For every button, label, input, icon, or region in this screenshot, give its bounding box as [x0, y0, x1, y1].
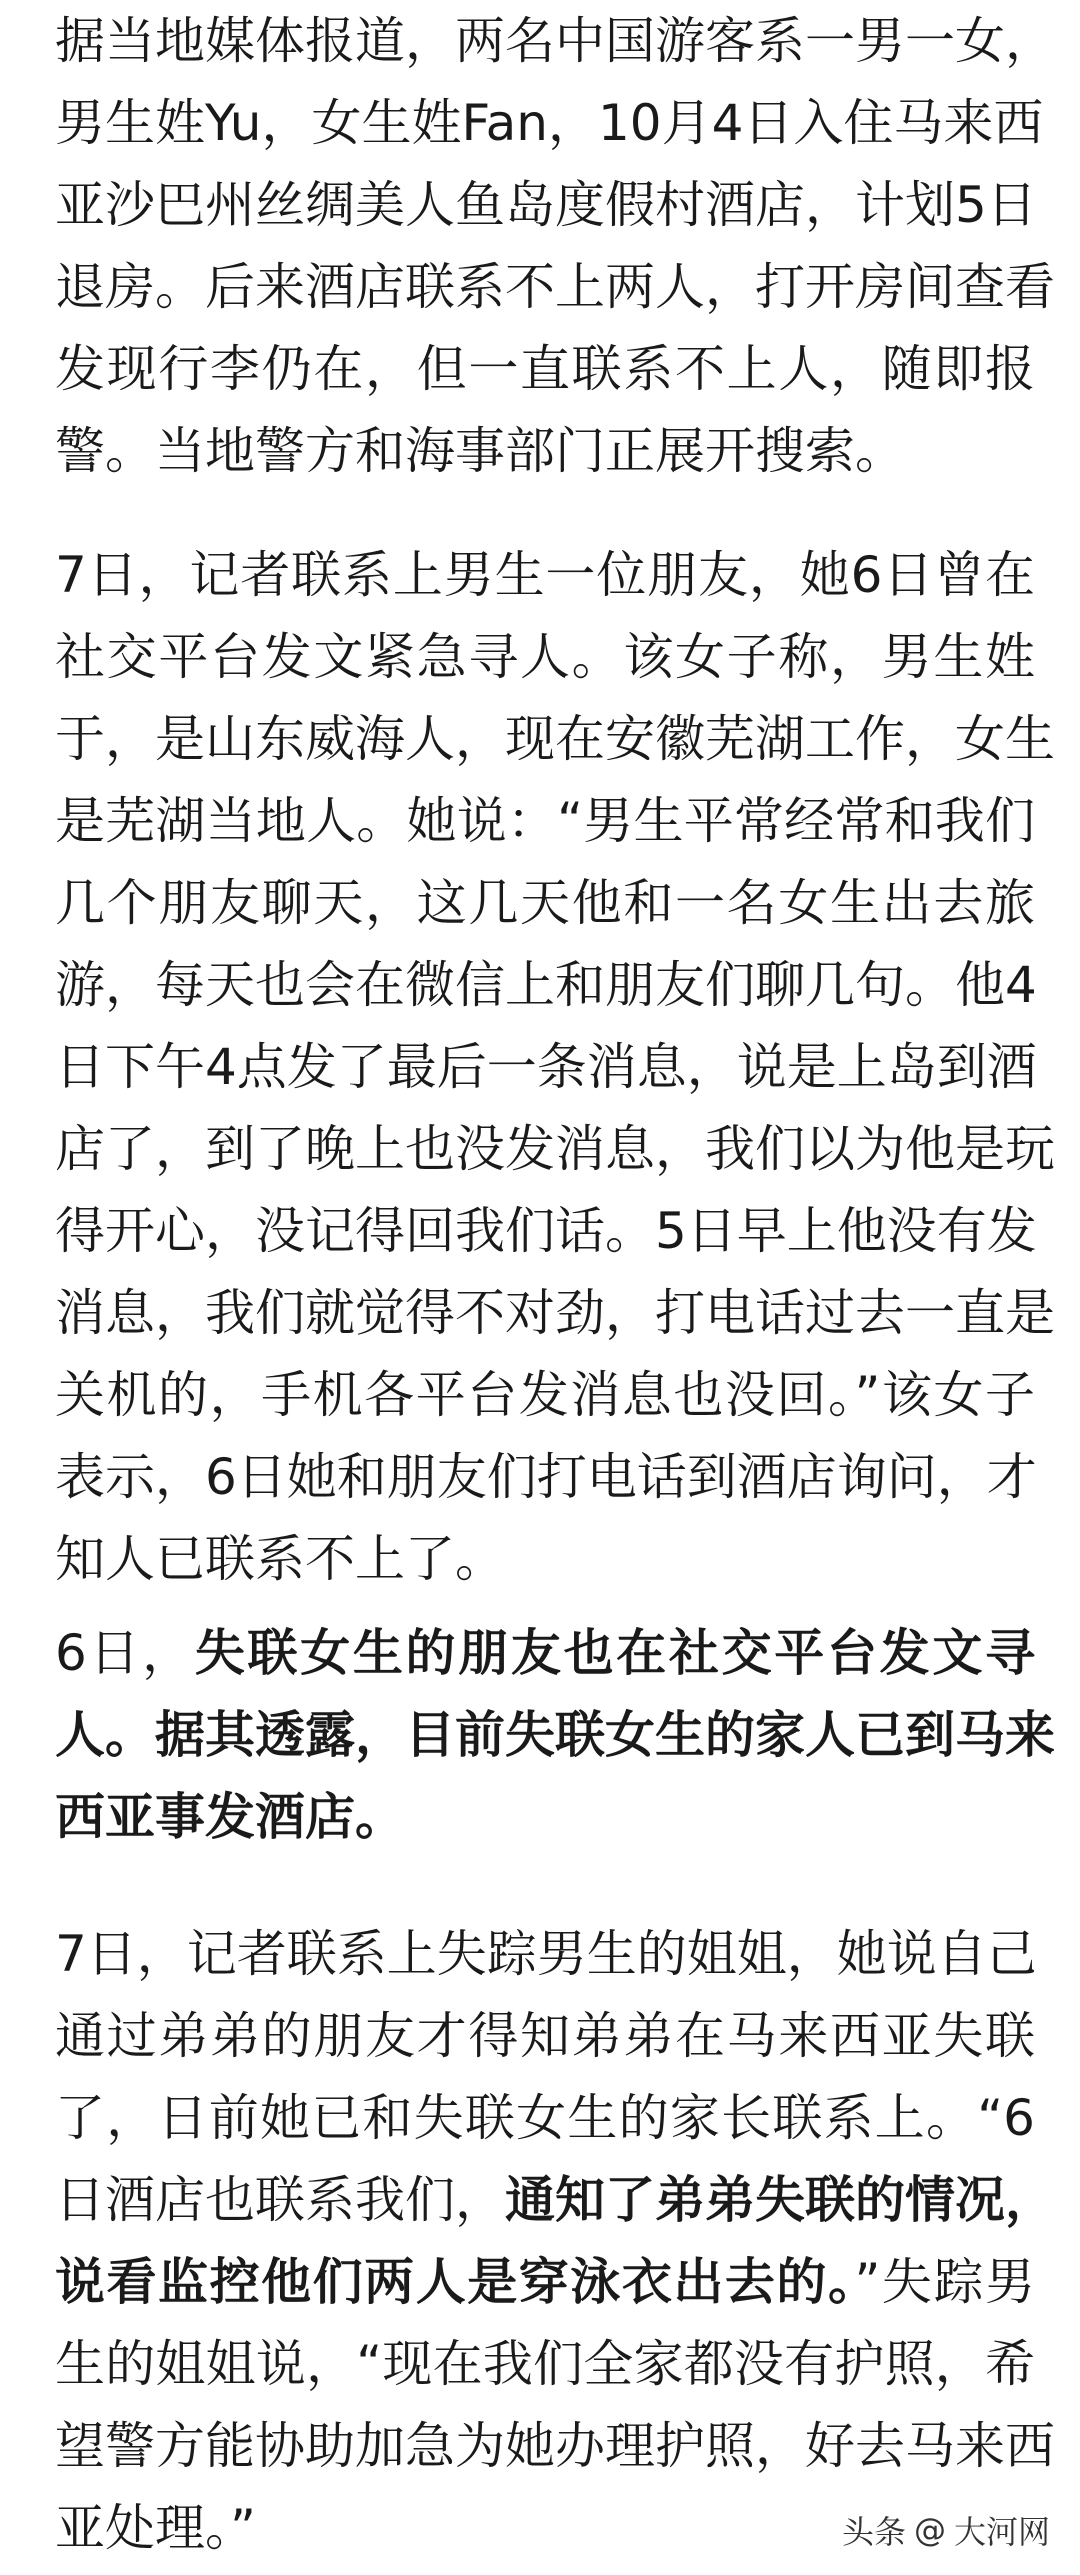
text-line: [55, 616, 1035, 698]
text-run: 退房。后来酒店联系不上两人，打开房间查看: [55, 258, 1055, 316]
text-run: 男生姓Yu，女生姓Fan，10月4日入住马来西: [55, 94, 1044, 152]
text-run: 望警方能协助加急为她办理护照，好去马来西: [55, 2417, 1055, 2475]
text-run: 发现行李仍在，但一直联系不上人，随即报: [55, 340, 1035, 398]
bold-text: 通知了弟弟失联的情况，: [505, 2171, 1055, 2229]
text-run: 7日，记者联系上失踪男生的姐姐，她说自己: [55, 1925, 1037, 1983]
text-run: 6日，: [55, 1624, 195, 1682]
text-line: [55, 0, 1055, 82]
text-run: 警。当地警方和海事部门正展开搜索。: [55, 422, 905, 480]
text-line: [55, 1026, 1035, 1108]
paragraph-3: [55, 1612, 1055, 1858]
bold-text: 西亚事发酒店。: [55, 1788, 405, 1846]
paragraph-2: [55, 534, 1055, 1600]
paragraph-4: [55, 1913, 1055, 2569]
watermark-source: 头条: [841, 2513, 906, 2551]
text-run: 于，是山东威海人，现在安徽芜湖工作，女生: [55, 710, 1055, 768]
text-run: 生的姐姐说，“现在我们全家都没有护照，希: [55, 2335, 1035, 2393]
text-line: [55, 2323, 1035, 2405]
text-run: 知人已联系不上了。: [55, 1530, 505, 1588]
text-run: 社交平台发文紧急寻人。该女子称，男生姓: [55, 628, 1035, 686]
paragraph-1: [55, 0, 1055, 492]
text-line: [55, 944, 1035, 1026]
text-line: [55, 2159, 1055, 2241]
text-line: [55, 2241, 1035, 2323]
text-run: 消息，我们就觉得不对劲，打电话过去一直是: [55, 1284, 1055, 1342]
text-line: [55, 1272, 1055, 1354]
text-run: 日下午4点发了最后一条消息，说是上岛到酒: [55, 1038, 1037, 1096]
text-run: 了，日前她已和失联女生的家长联系上。“6: [55, 2089, 1035, 2147]
text-run: 7日，记者联系上男生一位朋友，她6日曾在: [55, 546, 1035, 604]
bold-text: 说看监控他们两人是穿泳衣出去的。: [55, 2253, 855, 2311]
text-line: [55, 1612, 1035, 1694]
text-line: [55, 1436, 1035, 1518]
bold-text: 失联女生的朋友也在社交平台发文寻: [194, 1624, 1035, 1682]
watermark: [842, 2507, 1050, 2553]
text-line: [55, 862, 1035, 944]
text-run: 亚处理。”: [55, 2499, 256, 2557]
text-line: [55, 1518, 1035, 1600]
text-run: 几个朋友聊天，这几天他和一名女生出去旅: [55, 874, 1035, 932]
text-line: [55, 698, 1055, 780]
text-line: [55, 1108, 1055, 1190]
text-run: 关机的，手机各平台发消息也没回。”该女子: [55, 1366, 1035, 1424]
watermark-at-sign: @: [913, 2511, 946, 2549]
text-run: 店了，到了晚上也没发消息，我们以为他是玩: [55, 1120, 1055, 1178]
text-run: 游，每天也会在微信上和朋友们聊几句。他4: [55, 956, 1037, 1014]
text-line: [55, 1776, 1035, 1858]
text-line: [55, 2077, 1035, 2159]
text-run: 通过弟弟的朋友才得知弟弟在马来西亚失联: [55, 2007, 1035, 2065]
text-run: 得开心，没记得回我们话。5日早上他没有发: [55, 1202, 1037, 1260]
text-line: [55, 1913, 1035, 1995]
text-run: 亚沙巴州丝绸美人鱼岛度假村酒店，计划5日: [55, 176, 1037, 234]
text-line: [55, 780, 1035, 862]
bold-text: 人。据其透露，目前失联女生的家人已到马来: [55, 1706, 1055, 1764]
text-line: [55, 1190, 1035, 1272]
text-line: [55, 1694, 1055, 1776]
watermark-account: 大河网: [953, 2513, 1050, 2551]
text-line: [55, 410, 1035, 492]
text-line: [55, 328, 1035, 410]
text-run: 日酒店也联系我们，: [55, 2171, 505, 2229]
text-line: [55, 164, 1035, 246]
text-line: [55, 246, 1055, 328]
text-line: [55, 2405, 1055, 2487]
text-run: 据当地媒体报道，两名中国游客系一男一女，: [55, 12, 1055, 70]
text-run: 是芜湖当地人。她说：“男生平常经常和我们: [55, 792, 1035, 850]
text-run: ”失踪男: [854, 2253, 1035, 2311]
text-line: [55, 1995, 1035, 2077]
text-line: [55, 82, 1044, 164]
text-run: 表示，6日她和朋友们打电话到酒店询问，才: [55, 1448, 1037, 1506]
text-line: [55, 534, 1035, 616]
text-line: [55, 1354, 1035, 1436]
